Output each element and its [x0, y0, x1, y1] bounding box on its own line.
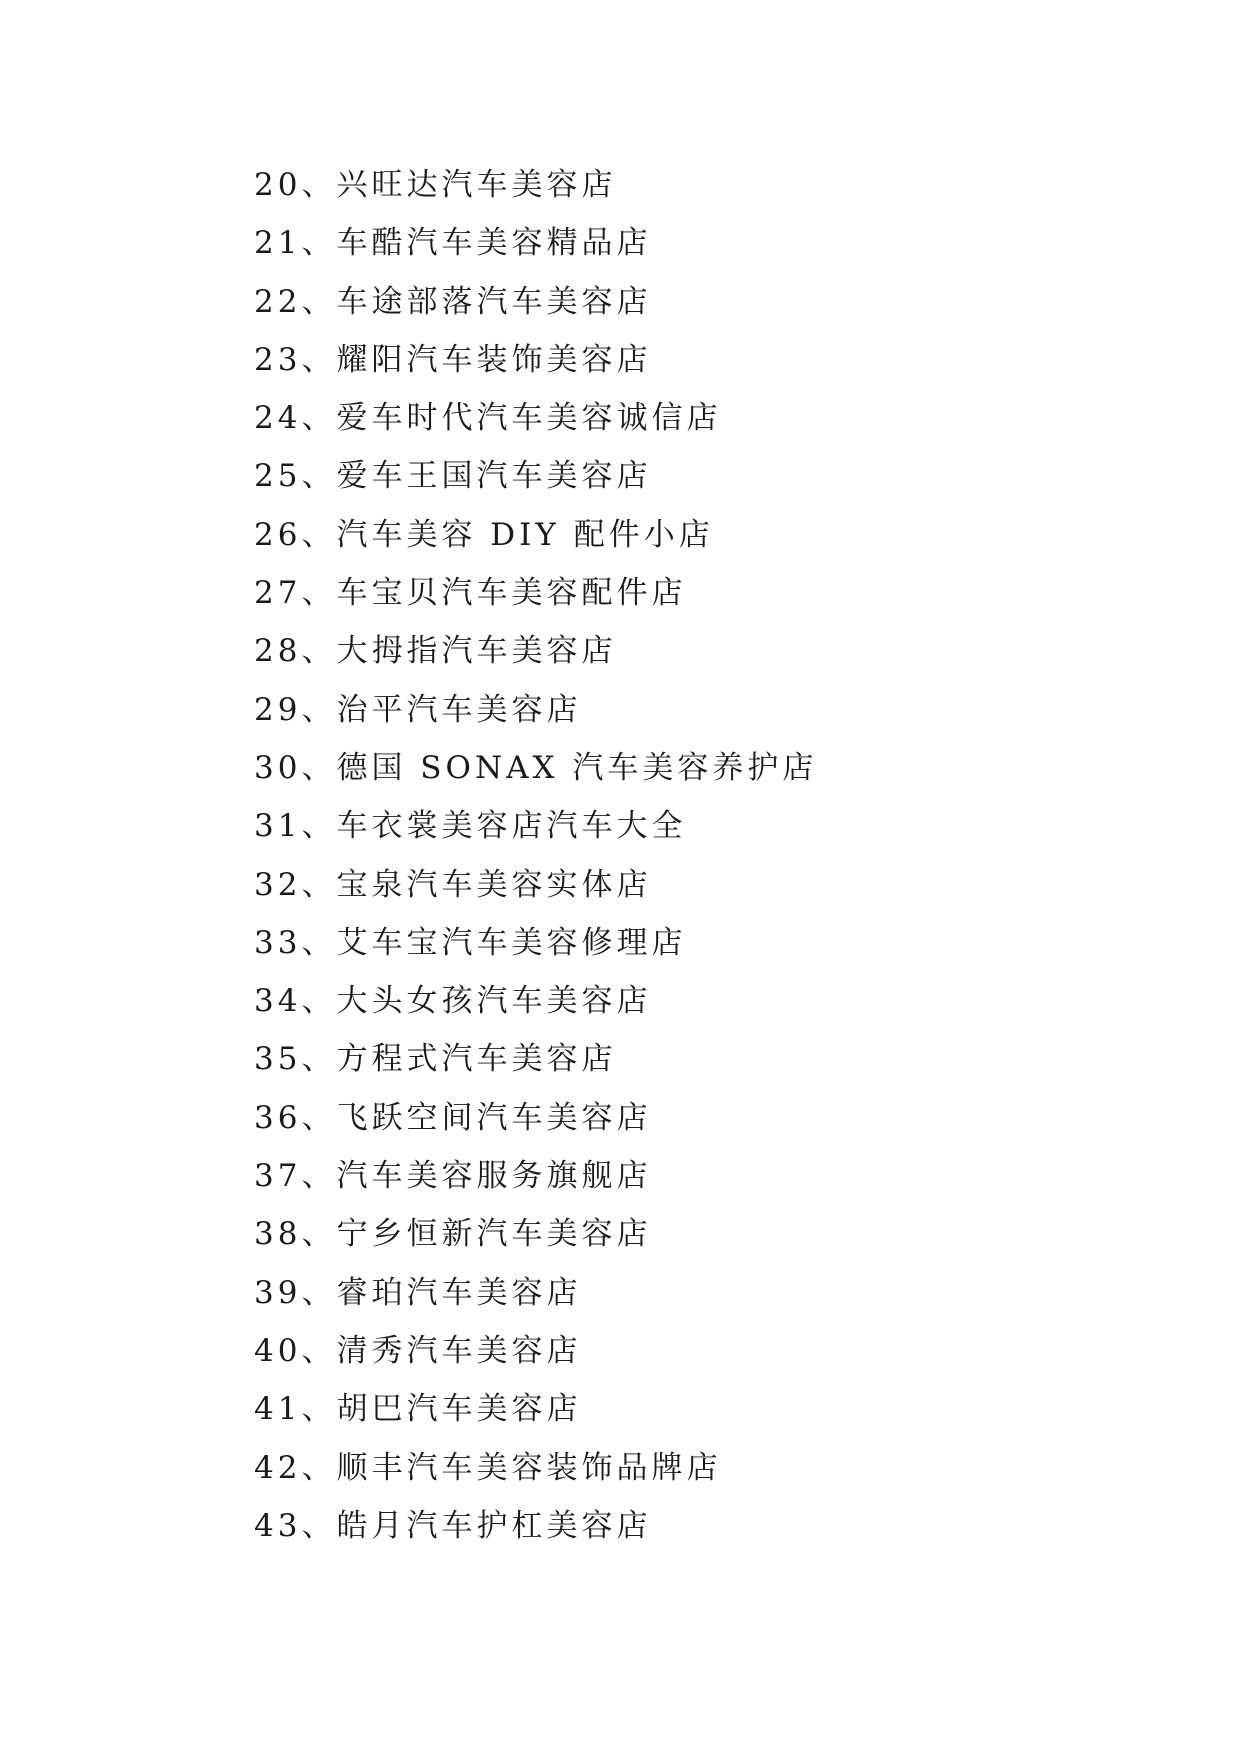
list-item: 21、车酷汽车美容精品店 — [254, 225, 652, 262]
list-item: 33、艾车宝汽车美容修理店 — [254, 924, 687, 961]
list-item: 30、德国 SONAX 汽车美容养护店 — [254, 749, 818, 786]
list-item: 31、车衣裳美容店汽车大全 — [254, 808, 687, 845]
list-item: 35、方程式汽车美容店 — [254, 1041, 617, 1078]
list-item: 28、大拇指汽车美容店 — [254, 633, 617, 670]
list-item: 26、汽车美容 DIY 配件小店 — [254, 516, 714, 553]
list-item: 25、爱车王国汽车美容店 — [254, 458, 652, 495]
list-item: 24、爱车时代汽车美容诚信店 — [254, 400, 722, 437]
list-item: 42、顺丰汽车美容装饰品牌店 — [254, 1449, 722, 1486]
list-item: 39、睿珀汽车美容店 — [254, 1274, 582, 1311]
list-item: 22、车途部落汽车美容店 — [254, 283, 652, 320]
list-item: 34、大头女孩汽车美容店 — [254, 983, 652, 1020]
list-item: 32、宝泉汽车美容实体店 — [254, 866, 652, 903]
list-item: 38、宁乡恒新汽车美容店 — [254, 1216, 652, 1253]
list-item: 40、清秀汽车美容店 — [254, 1332, 582, 1369]
list-item: 29、治平汽车美容店 — [254, 691, 582, 728]
list-item: 37、汽车美容服务旗舰店 — [254, 1158, 652, 1195]
list-item: 23、耀阳汽车装饰美容店 — [254, 341, 652, 378]
list-item: 20、兴旺达汽车美容店 — [254, 167, 617, 203]
list-item: 36、飞跃空间汽车美容店 — [254, 1099, 652, 1136]
list-item: 43、皓月汽车护杠美容店 — [254, 1507, 652, 1544]
shop-name-list — [254, 156, 817, 1555]
list-item: 27、车宝贝汽车美容配件店 — [254, 575, 687, 612]
list-item: 41、胡巴汽车美容店 — [254, 1391, 582, 1428]
